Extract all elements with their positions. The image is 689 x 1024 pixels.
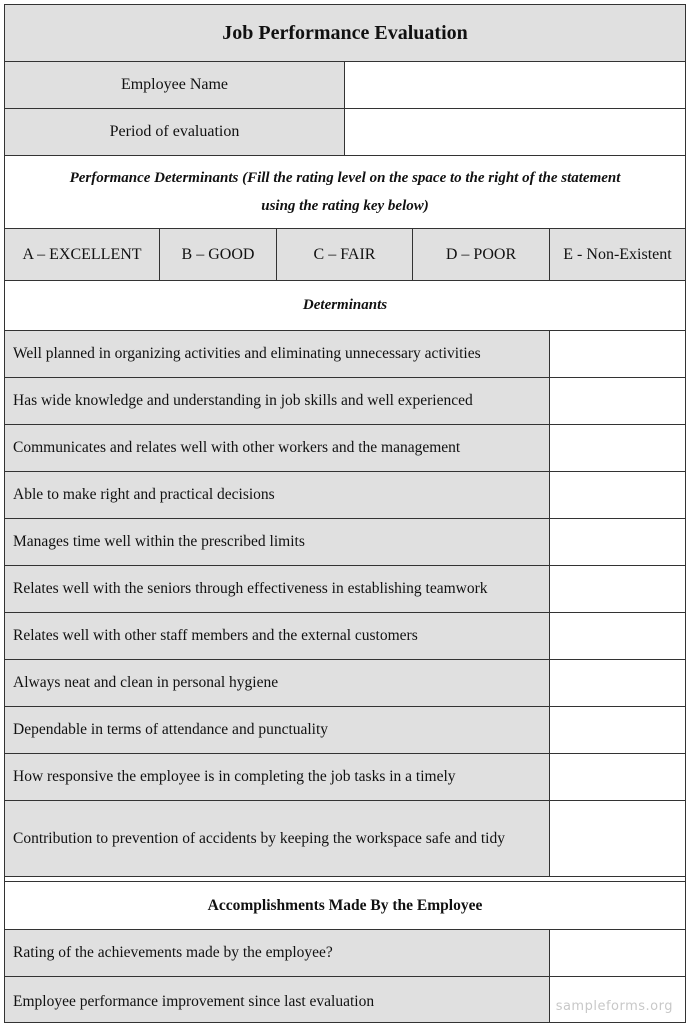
rating-field[interactable] — [550, 707, 685, 753]
determinant-row — [5, 754, 685, 801]
rating-key-b: B – GOOD — [160, 229, 277, 280]
rating-field[interactable] — [550, 566, 685, 612]
rating-field[interactable] — [550, 801, 685, 876]
rating-key-c: C – FAIR — [277, 229, 413, 280]
employee-name-label: Employee Name — [5, 62, 345, 108]
determinant-row — [5, 660, 685, 707]
determinant-row — [5, 378, 685, 425]
accomplishment-statement: Rating of the achievements made by the employee? — [5, 930, 550, 976]
determinants-header-row — [5, 281, 685, 331]
watermark: sampleforms.org — [555, 999, 673, 1014]
determinant-statement: Relates well with other staff members and the external customers — [5, 613, 550, 659]
rating-key-a: A – EXCELLENT — [5, 229, 160, 280]
determinant-statement: Has wide knowledge and understanding in job skills and well experienced — [5, 378, 550, 424]
determinant-row — [5, 519, 685, 566]
employee-name-field[interactable] — [345, 62, 685, 108]
rating-field[interactable] — [550, 519, 685, 565]
determinant-statement: Relates well with the seniors through effectiveness in establishing teamwork — [5, 566, 550, 612]
determinant-row — [5, 801, 685, 877]
rating-field[interactable] — [550, 930, 685, 976]
instructions-line-2: using the rating key below) — [261, 198, 429, 214]
accomplishments-header-row — [5, 882, 685, 930]
accomplishments-header: Accomplishments Made By the Employee — [207, 896, 483, 914]
determinant-statement: Always neat and clean in personal hygiene — [5, 660, 550, 706]
determinant-statement: Well planned in organizing activities and eliminating unnecessary activities — [5, 331, 550, 377]
period-label: Period of evaluation — [5, 109, 345, 155]
determinant-row — [5, 613, 685, 660]
determinant-row — [5, 425, 685, 472]
rating-field[interactable] — [550, 425, 685, 471]
determinant-row — [5, 566, 685, 613]
determinants-header: Determinants — [302, 297, 388, 313]
instructions-row — [5, 156, 685, 229]
title-row — [5, 5, 685, 62]
determinant-row — [5, 331, 685, 378]
determinant-statement: Contribution to prevention of accidents by keeping the workspace safe and tidy — [5, 801, 550, 876]
determinant-statement: Dependable in terms of attendance and punctuality — [5, 707, 550, 753]
rating-key-row — [5, 229, 685, 281]
instructions — [5, 156, 685, 228]
rating-field[interactable] — [550, 613, 685, 659]
evaluation-form — [4, 4, 686, 1023]
determinant-statement: Able to make right and practical decisions — [5, 472, 550, 518]
determinant-statement: Manages time well within the prescribed limits — [5, 519, 550, 565]
rating-key-d: D – POOR — [413, 229, 550, 280]
accomplishment-row — [5, 930, 685, 977]
rating-field[interactable] — [550, 378, 685, 424]
rating-field[interactable] — [550, 331, 685, 377]
rating-field[interactable] — [550, 660, 685, 706]
determinant-statement: Communicates and relates well with other workers and the management — [5, 425, 550, 471]
period-row — [5, 109, 685, 156]
period-field[interactable] — [345, 109, 685, 155]
employee-name-row — [5, 62, 685, 109]
determinant-statement: How responsive the employee is in completing the job tasks in a timely — [5, 754, 550, 800]
determinant-row — [5, 707, 685, 754]
rating-field[interactable] — [550, 472, 685, 518]
determinant-row — [5, 472, 685, 519]
accomplishment-statement: Employee performance improvement since last evaluation — [5, 977, 550, 1023]
instructions-line-1: Performance Determinants (Fill the rating level on the space to the right of the statement — [69, 170, 621, 186]
form-title: Job Performance Evaluation — [5, 5, 685, 61]
rating-field[interactable] — [550, 754, 685, 800]
rating-key-e: E - Non-Existent — [563, 245, 672, 263]
